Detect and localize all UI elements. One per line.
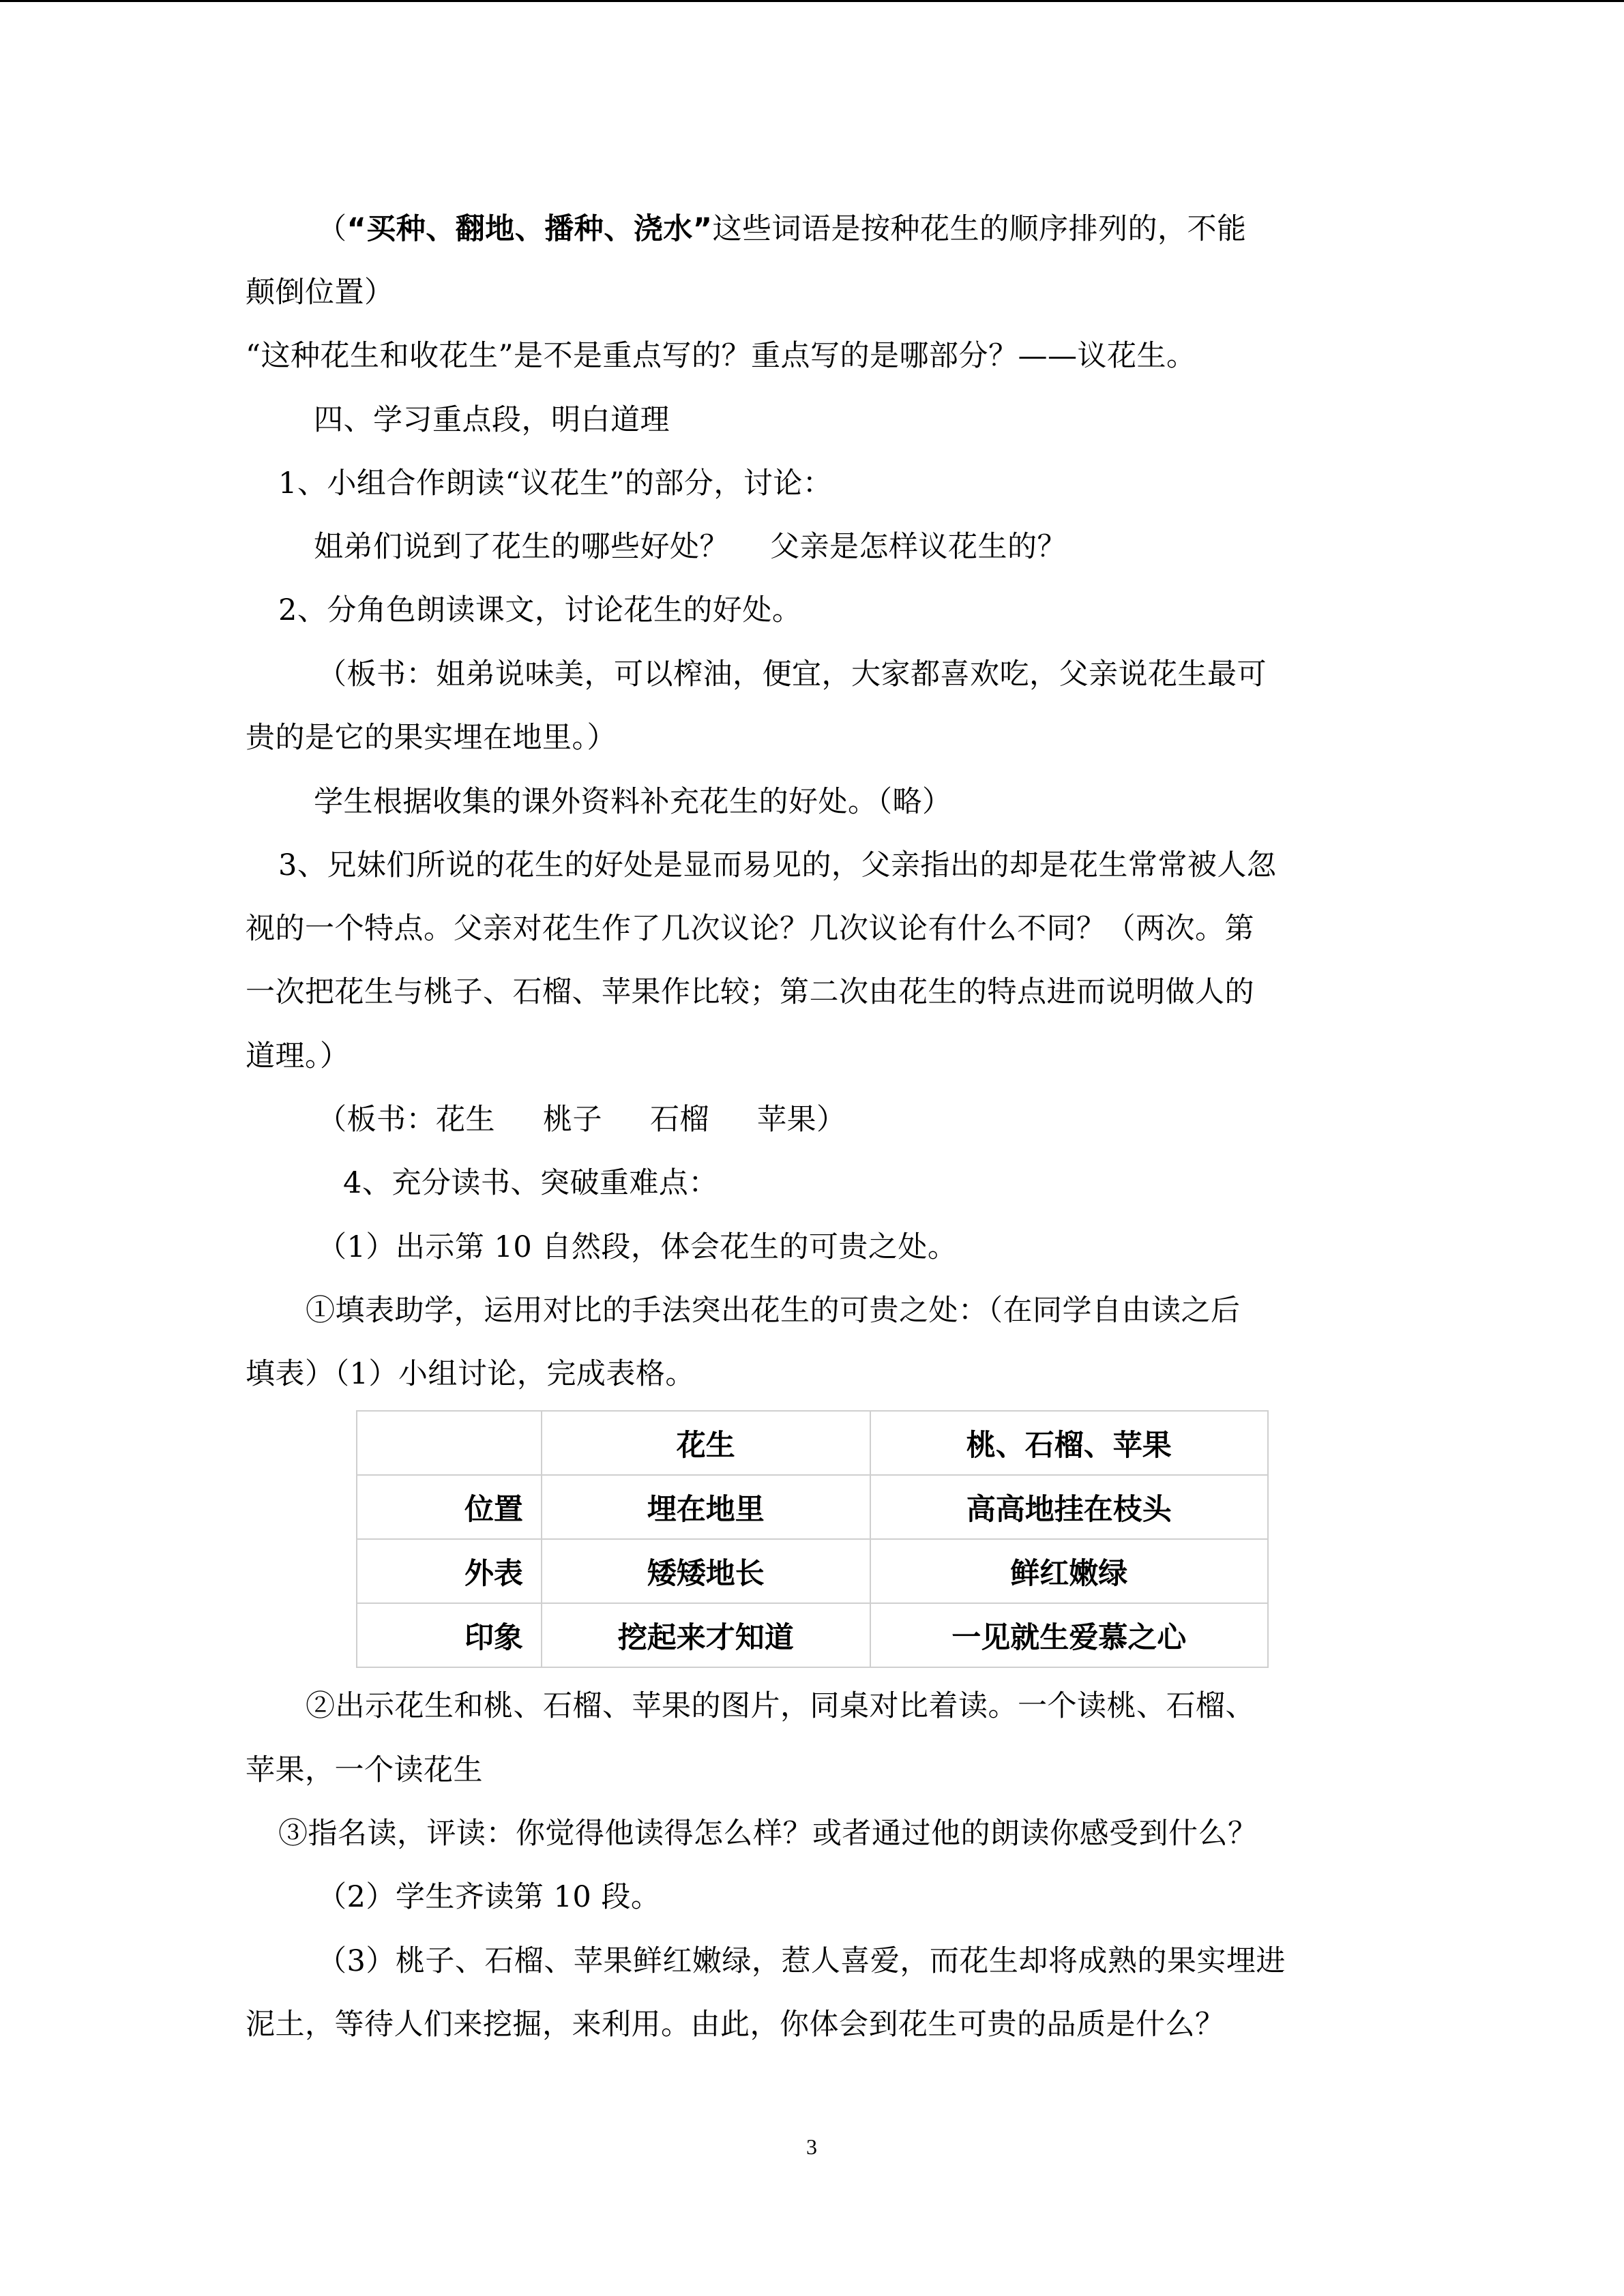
paragraph-9-line-3: 一次把花生与桃子、石榴、苹果作比较；第二次由花生的特点进而说明做人的	[246, 975, 1254, 1009]
table-header-cell: 桃、石榴、苹果	[870, 1411, 1268, 1475]
question-b: 父亲是怎样议花生的？	[770, 530, 1067, 564]
table-cell: 鲜红嫩绿	[870, 1539, 1268, 1603]
table-cell: 矮矮地长	[542, 1539, 870, 1603]
paragraph-14-line-2: 苹果，一个读花生	[246, 1753, 483, 1787]
board-item-peach: 桃子	[543, 1103, 602, 1137]
paragraph-4: 1、小组合作朗读“议花生”的部分，讨论：	[278, 466, 833, 501]
paragraph-13-line-2: 填表）（1）小组讨论，完成表格。	[246, 1357, 695, 1391]
paragraph-7-line-1: （板书：姐弟说味美，可以榨油，便宜，大家都喜欢吃，父亲说花生最可	[317, 657, 1267, 691]
table-cell: 挖起来才知道	[542, 1603, 870, 1667]
paragraph-6: 2、分角色朗读课文，讨论花生的好处。	[278, 593, 802, 627]
table-row	[357, 1539, 1268, 1603]
table-row-label: 位置	[357, 1475, 542, 1539]
paragraph-16: （2）学生齐读第 10 段。	[317, 1880, 661, 1914]
table-row	[357, 1603, 1268, 1667]
paragraph-7-line-2: 贵的是它的果实埋在地里。）	[246, 721, 617, 755]
paragraph-1-rest: 这些词语是按种花生的顺序排列的，不能	[712, 212, 1247, 246]
paragraph-15: ③指名读，评读：你觉得他读得怎么样？或者通过他的朗读你感受到什么？	[278, 1817, 1258, 1851]
board-item-peanut: （板书：花生	[317, 1103, 495, 1137]
comparison-table	[356, 1410, 1269, 1668]
paragraph-2: “这种花生和收花生”是不是重点写的？重点写的是哪部分？——议花生。	[246, 339, 1196, 373]
table-header-cell: 花生	[542, 1411, 870, 1475]
paragraph-14-line-1: ②出示花生和桃、石榴、苹果的图片，同桌对比着读。一个读桃、石榴、	[306, 1689, 1255, 1723]
paragraph-9-line-1: 3、兄妹们所说的花生的好处是显而易见的，父亲指出的却是花生常常被人忽	[278, 848, 1277, 882]
question-a: 姐弟们说到了花生的哪些好处？	[314, 530, 729, 564]
bold-word-list: “买种、翻地、播种、浇水”	[346, 212, 713, 246]
paragraph-10	[317, 1100, 846, 1139]
table-row-label: 外表	[357, 1539, 542, 1603]
table-row	[357, 1475, 1268, 1539]
paragraph-9-line-4: 道理。）	[246, 1039, 350, 1073]
table-cell: 一见就生爱慕之心	[870, 1603, 1268, 1667]
board-item-pomegranate: 石榴	[650, 1103, 709, 1137]
page-number: 3	[806, 2134, 817, 2159]
paragraph-1-line-1	[317, 209, 1247, 249]
paragraph-5	[314, 527, 1067, 567]
paren-open: （	[317, 212, 347, 246]
paragraph-13-line-1: ①填表助学，运用对比的手法突出花生的可贵之处：（在同学自由读之后	[306, 1294, 1241, 1328]
table-header-cell	[357, 1411, 542, 1475]
paragraph-8: 学生根据收集的课外资料补充花生的好处。（略）	[314, 785, 952, 819]
table-cell: 埋在地里	[542, 1475, 870, 1539]
paragraph-12: （1）出示第 10 自然段，体会花生的可贵之处。	[317, 1230, 958, 1264]
table-row-label: 印象	[357, 1603, 542, 1667]
table-header-row	[357, 1411, 1268, 1475]
table-cell: 高高地挂在枝头	[870, 1475, 1268, 1539]
paragraph-17-line-2: 泥土，等待人们来挖掘，来利用。由此，你体会到花生可贵的品质是什么？	[246, 2008, 1225, 2042]
paragraph-9-line-2: 视的一个特点。父亲对花生作了几次议论？几次议论有什么不同？（两次。第	[246, 912, 1254, 946]
section-heading-4: 四、学习重点段，明白道理	[314, 403, 670, 437]
paragraph-11: 4、充分读书、突破重难点：	[343, 1166, 718, 1200]
board-item-apple: 苹果）	[757, 1103, 846, 1137]
paragraph-1-line-2: 颠倒位置）	[246, 275, 394, 310]
paragraph-17-line-1: （3）桃子、石榴、苹果鲜红嫩绿，惹人喜爱，而花生却将成熟的果实埋进	[317, 1944, 1286, 1978]
